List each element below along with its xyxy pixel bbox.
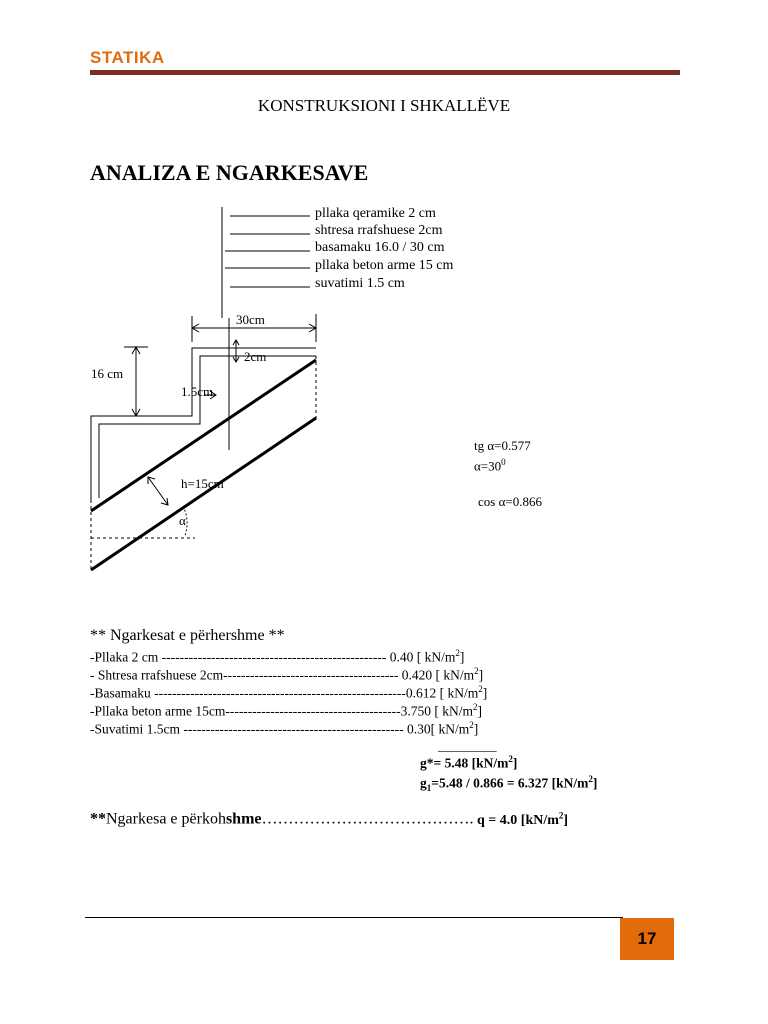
g1-total: $g_1=5.48 / 0.866 = 6.327$ $[kN/m^2]$ (420, 774, 598, 794)
section-heading: ANALIZA E NGARKESAVE (90, 160, 369, 185)
dimension-label-h: h=15cm (181, 476, 224, 491)
layer-label: pllaka qeramike 2 cm (315, 206, 436, 221)
footer-rule (85, 917, 623, 918)
load-row: -Suvatimi 1.5cm ------------------------------------------------- 0.30[ $kN/m^2$] (90, 720, 479, 737)
dimension-label-16: 16 cm (91, 366, 124, 381)
dimension-line-h (148, 477, 168, 505)
layer-label: shtresa rrafshuese 2cm (315, 223, 443, 238)
document-title: KONSTRUKSIONI I SHKALLËVE (257, 96, 511, 115)
header-label: STATIKA (90, 48, 165, 67)
layer-label: suvatimi 1.5 cm (315, 276, 405, 291)
load-row: - Shtresa rrafshuese 2cm--------------------------------------- 0.420 [ $kN/m^2$] (90, 666, 484, 683)
alpha-label: α (179, 513, 186, 528)
load-row: -Basamaku --------------------------------------------------------0.612 [ $kN/m^2$] (90, 684, 488, 701)
sum-rule: _________ (438, 738, 497, 753)
dimension-label-2: 2cm (244, 349, 267, 364)
load-row: -Pllaka beton arme 15cm---------------------------------------3.750 [ $kN/m^2$] (90, 702, 483, 719)
layer-label: basamaku 16.0 / 30 cm (315, 240, 445, 255)
live-load-line: **Ngarkesa e përkohshme…………………………………. q = 4.0 $[kN/m^2]$ (90, 810, 569, 828)
layer-label: pllaka beton arme 15 cm (315, 258, 454, 273)
page-number: 17 (637, 929, 657, 948)
slab-bottom-line (91, 418, 316, 570)
cos-alpha-value: cos α=0.866 (478, 494, 542, 509)
g-star-total: g*= 5.48 $[kN/m^2]$ (420, 754, 518, 771)
dead-loads-title: ** Ngarkesat e përhershme ** (90, 627, 285, 644)
load-row: -Pllaka 2 cm -------------------------------------------------- 0.40 [ $kN/m^2$] (90, 648, 465, 665)
tg-alpha-value: tg α=0.577 (474, 438, 531, 453)
alpha-value: $\alpha=30^0$ (474, 457, 506, 474)
dimension-label-15: 1.5cm (181, 384, 214, 399)
dimension-label-30: 30cm (236, 312, 265, 327)
